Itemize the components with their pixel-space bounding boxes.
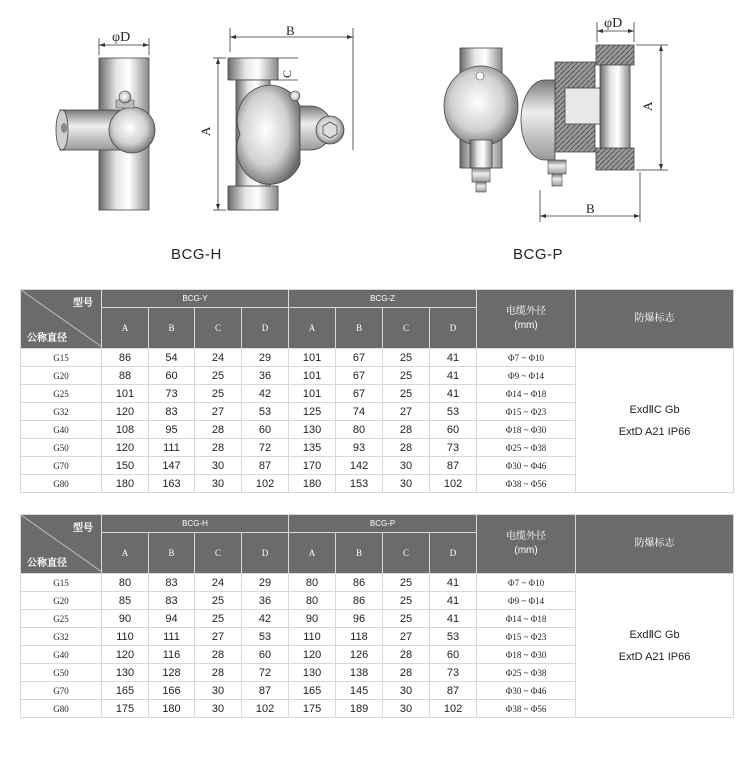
dimension-cell: 101 bbox=[289, 385, 336, 403]
cable-od-cell: Φ18 ~ Φ30 bbox=[477, 646, 576, 664]
col-letter: A bbox=[102, 308, 149, 349]
nominal-size-cell: G25 bbox=[21, 610, 102, 628]
dimension-cell: 25 bbox=[383, 574, 430, 592]
dimension-cell: 126 bbox=[336, 646, 383, 664]
dimension-cell: 25 bbox=[383, 367, 430, 385]
dimension-cell: 130 bbox=[289, 421, 336, 439]
cable-od-cell: Φ15 ~ Φ23 bbox=[477, 403, 576, 421]
nominal-size-cell: G32 bbox=[21, 403, 102, 421]
dimension-cell: 138 bbox=[336, 664, 383, 682]
dimension-cell: 83 bbox=[149, 403, 195, 421]
table-corner bbox=[21, 290, 102, 349]
dimension-cell: 166 bbox=[149, 682, 195, 700]
dimension-cell: 60 bbox=[430, 421, 477, 439]
dimension-cell: 86 bbox=[336, 592, 383, 610]
ex-marking-header: 防爆标志 bbox=[576, 290, 734, 349]
nominal-size-cell: G20 bbox=[21, 367, 102, 385]
dimension-cell: 67 bbox=[336, 385, 383, 403]
col-letter: C bbox=[195, 308, 242, 349]
dimension-cell: 25 bbox=[195, 610, 242, 628]
bcg-y-side-view bbox=[56, 30, 155, 210]
dimension-cell: 41 bbox=[430, 385, 477, 403]
dimension-cell: 90 bbox=[289, 610, 336, 628]
dimension-cell: 165 bbox=[102, 682, 149, 700]
dimension-cell: 170 bbox=[289, 457, 336, 475]
dimension-cell: 30 bbox=[195, 682, 242, 700]
dimension-cell: 24 bbox=[195, 574, 242, 592]
dimension-cell: 120 bbox=[102, 646, 149, 664]
dimension-cell: 25 bbox=[383, 610, 430, 628]
col-letter: B bbox=[336, 308, 383, 349]
dim-a-p: A bbox=[640, 101, 655, 111]
dimension-cell: 116 bbox=[149, 646, 195, 664]
dimension-cell: 73 bbox=[430, 664, 477, 682]
table-corner bbox=[21, 515, 102, 574]
dimension-cell: 102 bbox=[242, 475, 289, 493]
dimension-cell: 41 bbox=[430, 592, 477, 610]
dimension-cell: 87 bbox=[430, 682, 477, 700]
cable-od-cell: Φ25 ~ Φ38 bbox=[477, 439, 576, 457]
dimension-cell: 41 bbox=[430, 349, 477, 367]
dim-phi-d-right: φD bbox=[604, 16, 623, 31]
dimension-cell: 180 bbox=[102, 475, 149, 493]
dimension-cell: 30 bbox=[195, 475, 242, 493]
dimension-cell: 94 bbox=[149, 610, 195, 628]
dimension-cell: 87 bbox=[242, 682, 289, 700]
table-body bbox=[21, 574, 734, 718]
dimension-cell: 128 bbox=[149, 664, 195, 682]
cable-od-header: 电缆外径 (mm) bbox=[477, 290, 576, 349]
col-letter: A bbox=[289, 533, 336, 574]
dimension-cell: 175 bbox=[289, 700, 336, 718]
nominal-size-cell: G15 bbox=[21, 349, 102, 367]
cable-od-cell: Φ15 ~ Φ23 bbox=[477, 628, 576, 646]
dimension-cell: 118 bbox=[336, 628, 383, 646]
corner-diameter-label: 公称直径 bbox=[27, 558, 67, 569]
col-letter: B bbox=[149, 308, 195, 349]
dimension-cell: 28 bbox=[383, 439, 430, 457]
dimension-cell: 60 bbox=[242, 646, 289, 664]
dimension-cell: 29 bbox=[242, 574, 289, 592]
col-letter: C bbox=[383, 533, 430, 574]
dimension-cell: 93 bbox=[336, 439, 383, 457]
dimension-cell: 72 bbox=[242, 664, 289, 682]
dimension-cell: 74 bbox=[336, 403, 383, 421]
dimension-cell: 95 bbox=[149, 421, 195, 439]
dimension-cell: 80 bbox=[102, 574, 149, 592]
bcg-p-section-view bbox=[521, 16, 668, 222]
dimension-cell: 110 bbox=[289, 628, 336, 646]
dimension-cell: 67 bbox=[336, 349, 383, 367]
dimension-cell: 108 bbox=[102, 421, 149, 439]
col-letter: A bbox=[102, 533, 149, 574]
dimension-cell: 60 bbox=[430, 646, 477, 664]
dimension-cell: 83 bbox=[149, 574, 195, 592]
cable-od-cell: Φ30 ~ Φ46 bbox=[477, 457, 576, 475]
drawing-svg bbox=[0, 0, 750, 285]
dimension-cell: 80 bbox=[289, 592, 336, 610]
dimension-cell: 67 bbox=[336, 367, 383, 385]
dimension-cell: 60 bbox=[149, 367, 195, 385]
dimension-cell: 53 bbox=[430, 403, 477, 421]
dimension-cell: 30 bbox=[383, 682, 430, 700]
dimension-cell: 30 bbox=[195, 457, 242, 475]
dimension-cell: 142 bbox=[336, 457, 383, 475]
cable-od-cell: Φ18 ~ Φ30 bbox=[477, 421, 576, 439]
dimension-cell: 101 bbox=[102, 385, 149, 403]
bcg-p-side-view bbox=[444, 48, 518, 192]
table-row bbox=[21, 574, 734, 592]
dimension-cell: 36 bbox=[242, 592, 289, 610]
dimension-cell: 163 bbox=[149, 475, 195, 493]
dimension-cell: 41 bbox=[430, 574, 477, 592]
dimension-cell: 87 bbox=[430, 457, 477, 475]
dimension-cell: 102 bbox=[242, 700, 289, 718]
dimension-cell: 130 bbox=[102, 664, 149, 682]
col-letter: B bbox=[149, 533, 195, 574]
dimension-cell: 180 bbox=[149, 700, 195, 718]
dimension-cell: 153 bbox=[336, 475, 383, 493]
dimension-cell: 86 bbox=[336, 574, 383, 592]
cable-od-cell: Φ9 ~ Φ14 bbox=[477, 367, 576, 385]
dimension-cell: 30 bbox=[383, 457, 430, 475]
group-header: BCG-Z bbox=[289, 290, 477, 308]
dimension-cell: 27 bbox=[195, 403, 242, 421]
dimension-cell: 96 bbox=[336, 610, 383, 628]
dimension-cell: 28 bbox=[195, 421, 242, 439]
dimension-cell: 88 bbox=[102, 367, 149, 385]
dimension-cell: 25 bbox=[195, 367, 242, 385]
model-label-bcg-p: BCG-P bbox=[513, 246, 564, 263]
dimension-cell: 24 bbox=[195, 349, 242, 367]
nominal-size-cell: G15 bbox=[21, 574, 102, 592]
col-letter: C bbox=[195, 533, 242, 574]
cable-od-cell: Φ38 ~ Φ56 bbox=[477, 475, 576, 493]
nominal-size-cell: G20 bbox=[21, 592, 102, 610]
dimension-cell: 101 bbox=[289, 367, 336, 385]
dimension-cell: 189 bbox=[336, 700, 383, 718]
dimension-cell: 28 bbox=[195, 439, 242, 457]
nominal-size-cell: G70 bbox=[21, 457, 102, 475]
ex-marking-line: ExtD A21 IP66 bbox=[618, 425, 691, 438]
dimension-cell: 111 bbox=[149, 439, 195, 457]
dim-b-h: B bbox=[286, 23, 295, 38]
dimension-cell: 27 bbox=[383, 628, 430, 646]
dimension-cell: 30 bbox=[383, 700, 430, 718]
corner-diameter-label: 公称直径 bbox=[27, 333, 67, 344]
model-label-bcg-h: BCG-H bbox=[171, 246, 222, 263]
nominal-size-cell: G25 bbox=[21, 385, 102, 403]
dimension-cell: 27 bbox=[383, 403, 430, 421]
nominal-size-cell: G70 bbox=[21, 682, 102, 700]
dimension-cell: 175 bbox=[102, 700, 149, 718]
spec-table-2 bbox=[20, 514, 734, 718]
dimension-cell: 30 bbox=[195, 700, 242, 718]
dim-c-h: C bbox=[280, 69, 294, 78]
dimension-cell: 72 bbox=[242, 439, 289, 457]
nominal-size-cell: G80 bbox=[21, 475, 102, 493]
nominal-size-cell: G40 bbox=[21, 646, 102, 664]
dimension-cell: 147 bbox=[149, 457, 195, 475]
ex-marking-line: ExtD A21 IP66 bbox=[618, 650, 691, 663]
dimension-cell: 120 bbox=[102, 403, 149, 421]
col-letter: C bbox=[383, 308, 430, 349]
spec-table-1 bbox=[20, 289, 734, 493]
group-header: BCG-Y bbox=[102, 290, 289, 308]
dimension-cell: 180 bbox=[289, 475, 336, 493]
dimension-cell: 145 bbox=[336, 682, 383, 700]
dimension-cell: 150 bbox=[102, 457, 149, 475]
cable-od-cell: Φ7 ~ Φ10 bbox=[477, 574, 576, 592]
cable-od-cell: Φ7 ~ Φ10 bbox=[477, 349, 576, 367]
dimension-cell: 41 bbox=[430, 367, 477, 385]
nominal-size-cell: G50 bbox=[21, 439, 102, 457]
dimension-cell: 165 bbox=[289, 682, 336, 700]
dimension-cell: 130 bbox=[289, 664, 336, 682]
corner-model-label: 型号 bbox=[73, 298, 93, 309]
dimension-cell: 28 bbox=[383, 646, 430, 664]
bcg-h-front-view bbox=[198, 23, 353, 210]
col-letter: D bbox=[430, 533, 477, 574]
nominal-size-cell: G40 bbox=[21, 421, 102, 439]
col-letter: D bbox=[242, 533, 289, 574]
dim-phi-d-left: φD bbox=[112, 30, 131, 45]
dimension-cell: 80 bbox=[336, 421, 383, 439]
dimension-cell: 83 bbox=[149, 592, 195, 610]
cable-od-cell: Φ14 ~ Φ18 bbox=[477, 385, 576, 403]
table-row bbox=[21, 349, 734, 367]
dim-a-h: A bbox=[198, 126, 213, 136]
cable-od-cell: Φ30 ~ Φ46 bbox=[477, 682, 576, 700]
dimension-cell: 25 bbox=[383, 349, 430, 367]
group-header: BCG-H bbox=[102, 515, 289, 533]
technical-drawings bbox=[0, 0, 750, 285]
dimension-cell: 53 bbox=[242, 628, 289, 646]
dimension-cell: 25 bbox=[195, 592, 242, 610]
dimension-cell: 42 bbox=[242, 385, 289, 403]
dimension-cell: 42 bbox=[242, 610, 289, 628]
col-letter: A bbox=[289, 308, 336, 349]
dimension-cell: 80 bbox=[289, 574, 336, 592]
dimension-cell: 90 bbox=[102, 610, 149, 628]
ex-marking-cell bbox=[576, 574, 734, 718]
nominal-size-cell: G80 bbox=[21, 700, 102, 718]
group-header: BCG-P bbox=[289, 515, 477, 533]
dimension-cell: 25 bbox=[383, 592, 430, 610]
dimension-cell: 41 bbox=[430, 610, 477, 628]
dimension-cell: 111 bbox=[149, 628, 195, 646]
cable-od-cell: Φ25 ~ Φ38 bbox=[477, 664, 576, 682]
nominal-size-cell: G32 bbox=[21, 628, 102, 646]
dimension-cell: 73 bbox=[430, 439, 477, 457]
dimension-cell: 28 bbox=[383, 664, 430, 682]
dimension-cell: 86 bbox=[102, 349, 149, 367]
dimension-cell: 101 bbox=[289, 349, 336, 367]
ex-marking-header: 防爆标志 bbox=[576, 515, 734, 574]
ex-marking-line: ExdⅡC Gb bbox=[629, 628, 680, 641]
dimension-cell: 102 bbox=[430, 475, 477, 493]
dimension-cell: 53 bbox=[430, 628, 477, 646]
col-letter: D bbox=[242, 308, 289, 349]
dimension-cell: 60 bbox=[242, 421, 289, 439]
dimension-cell: 30 bbox=[383, 475, 430, 493]
dimension-cell: 54 bbox=[149, 349, 195, 367]
cable-od-cell: Φ38 ~ Φ56 bbox=[477, 700, 576, 718]
dim-b-p: B bbox=[586, 201, 595, 216]
nominal-size-cell: G50 bbox=[21, 664, 102, 682]
dimension-cell: 120 bbox=[289, 646, 336, 664]
dimension-cell: 102 bbox=[430, 700, 477, 718]
dimension-cell: 87 bbox=[242, 457, 289, 475]
table-body bbox=[21, 349, 734, 493]
dimension-cell: 25 bbox=[195, 385, 242, 403]
dimension-cell: 73 bbox=[149, 385, 195, 403]
dimension-cell: 28 bbox=[195, 664, 242, 682]
dimension-cell: 29 bbox=[242, 349, 289, 367]
dimension-cell: 110 bbox=[102, 628, 149, 646]
col-letter: B bbox=[336, 533, 383, 574]
dimension-cell: 53 bbox=[242, 403, 289, 421]
corner-model-label: 型号 bbox=[73, 523, 93, 534]
ex-marking-cell bbox=[576, 349, 734, 493]
col-letter: D bbox=[430, 308, 477, 349]
ex-marking-line: ExdⅡC Gb bbox=[629, 403, 680, 416]
cable-od-header: 电缆外径 (mm) bbox=[477, 515, 576, 574]
dimension-cell: 85 bbox=[102, 592, 149, 610]
dimension-cell: 28 bbox=[195, 646, 242, 664]
dimension-cell: 135 bbox=[289, 439, 336, 457]
dimension-cell: 25 bbox=[383, 385, 430, 403]
cable-od-cell: Φ14 ~ Φ18 bbox=[477, 610, 576, 628]
dimension-cell: 36 bbox=[242, 367, 289, 385]
cable-od-cell: Φ9 ~ Φ14 bbox=[477, 592, 576, 610]
dimension-cell: 27 bbox=[195, 628, 242, 646]
dimension-cell: 28 bbox=[383, 421, 430, 439]
dimension-cell: 125 bbox=[289, 403, 336, 421]
dimension-cell: 120 bbox=[102, 439, 149, 457]
